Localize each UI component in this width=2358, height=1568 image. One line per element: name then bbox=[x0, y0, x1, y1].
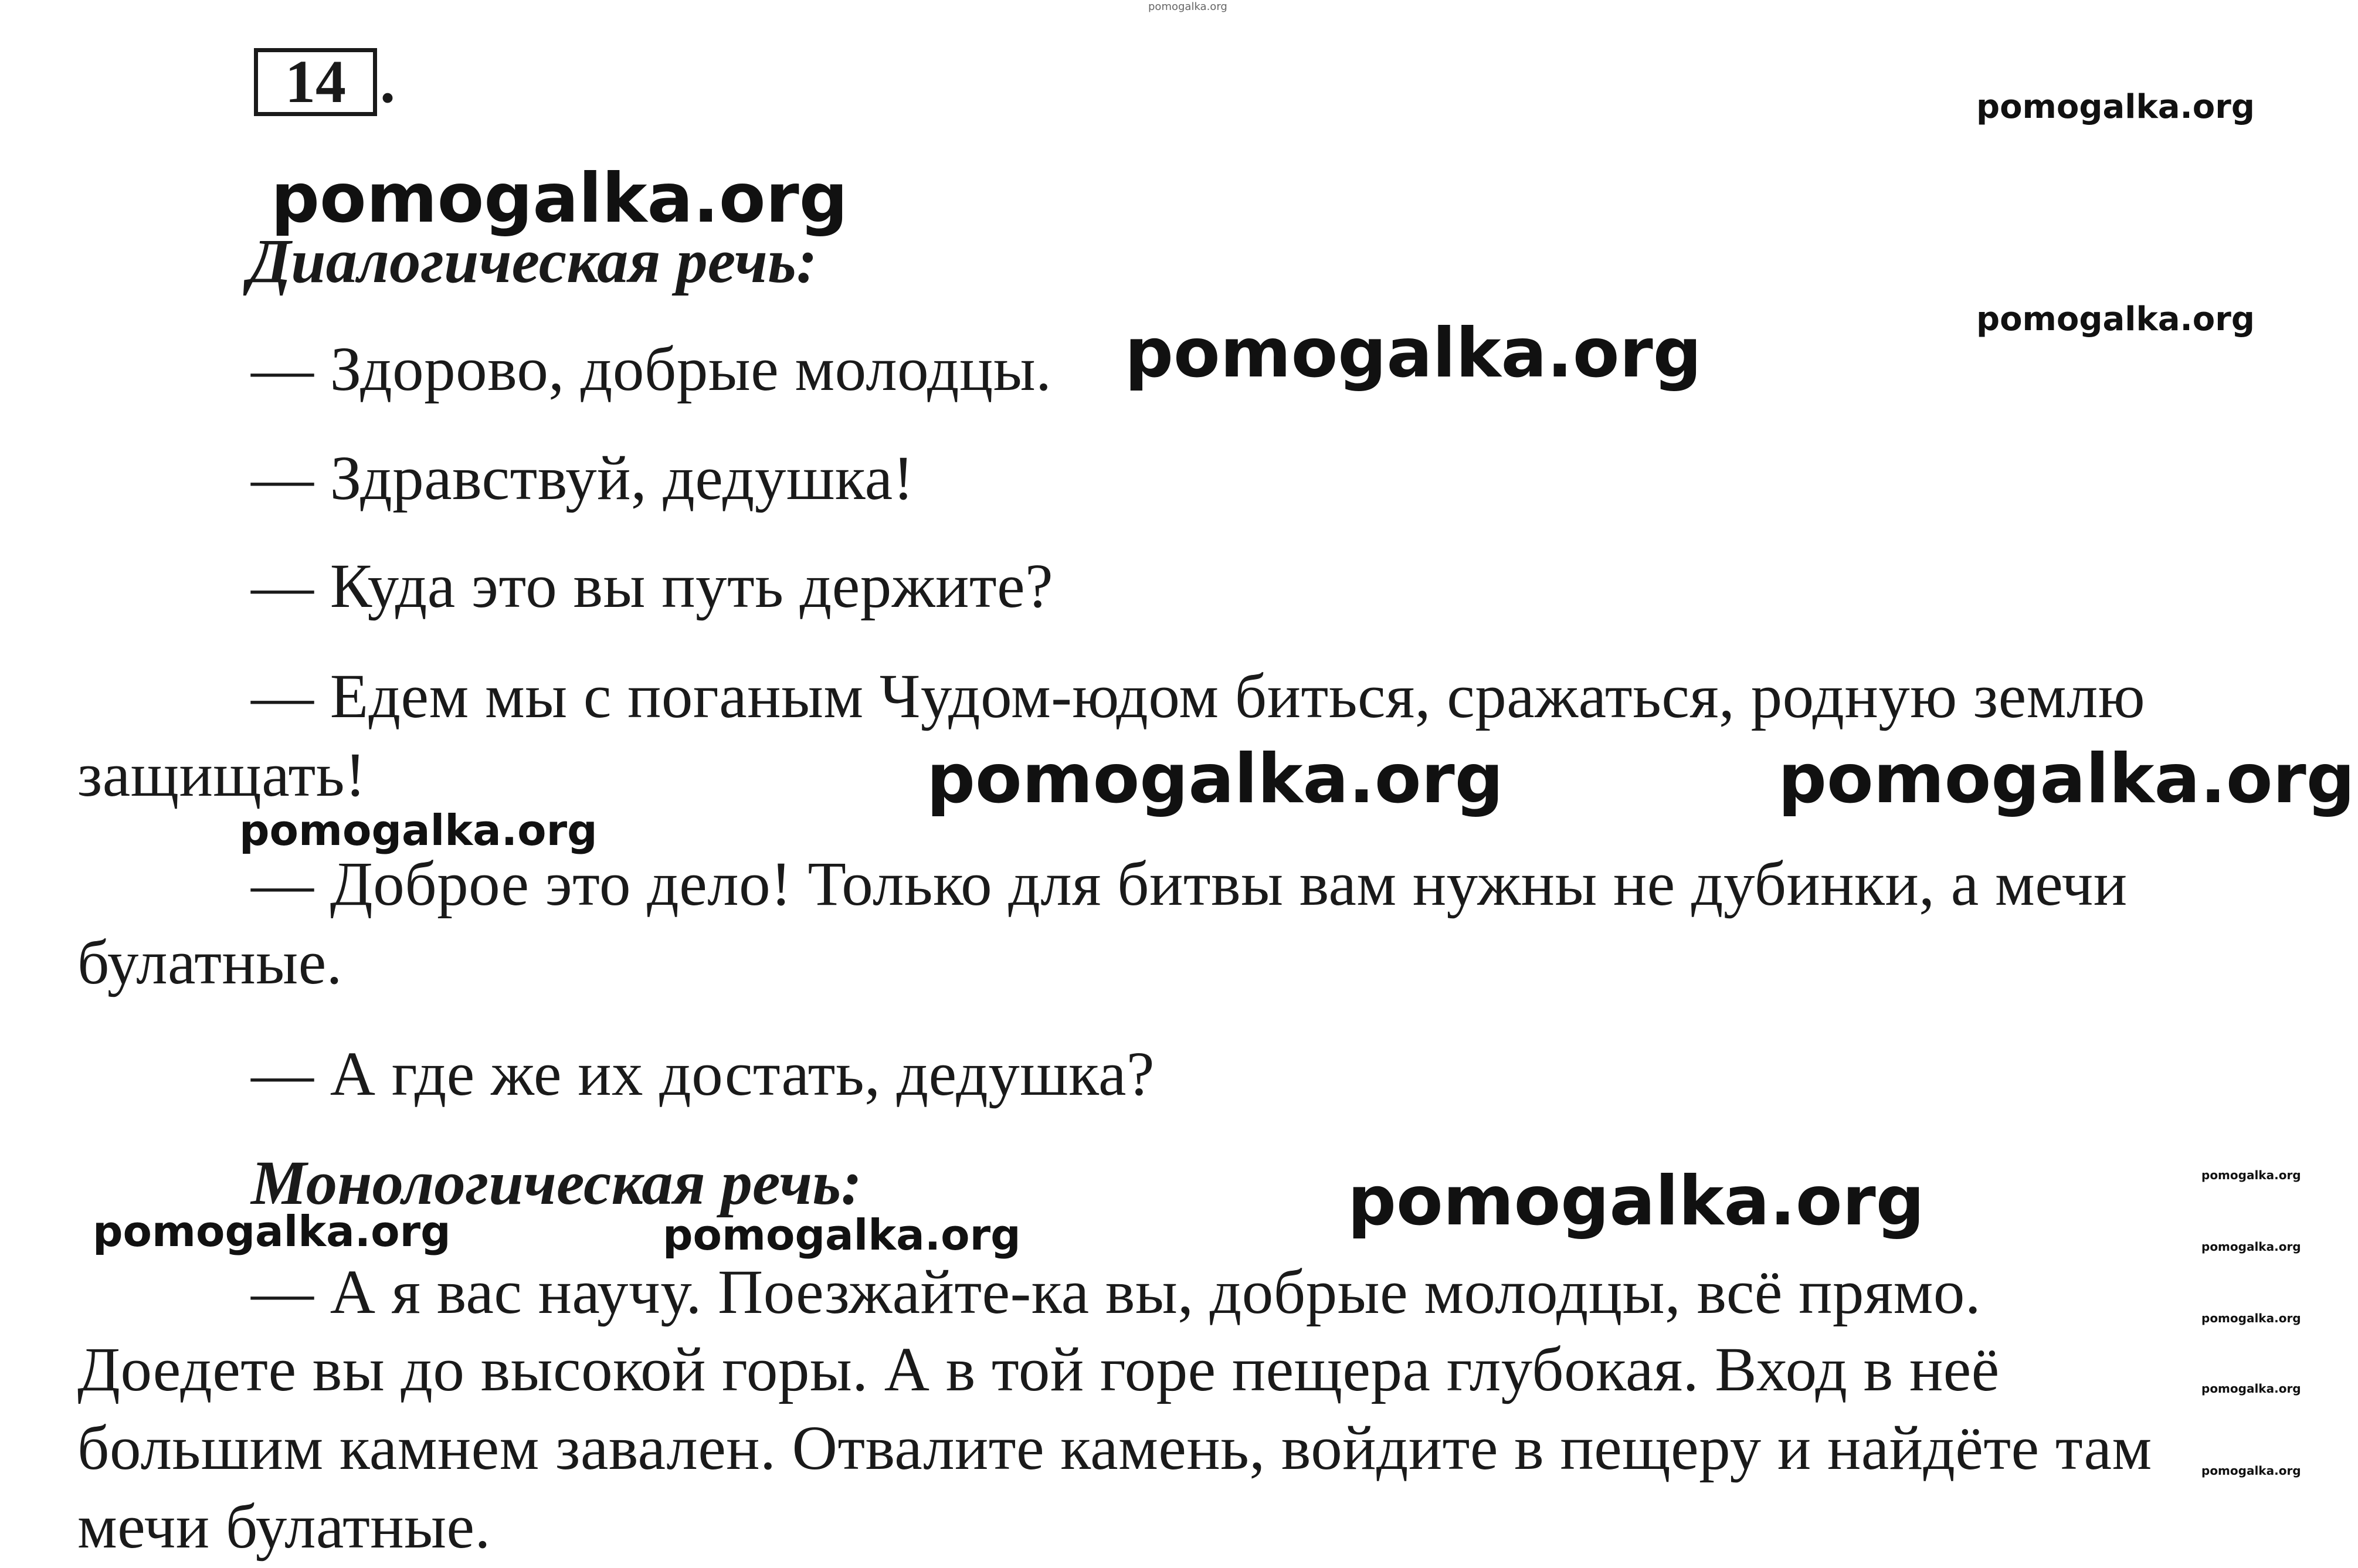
dialogue-line-6: — А где же их достать, дедушка? bbox=[251, 1040, 1155, 1109]
dialogue-line-4: — Едем мы с поганым Чудом-юдом биться, сражаться, родную землю bbox=[251, 662, 2146, 731]
watermark-small-5: pomogalka.org bbox=[2201, 1464, 2301, 1478]
task-number: 14 bbox=[254, 48, 377, 116]
watermark-monologue-left: pomogalka.org bbox=[93, 1207, 451, 1256]
monologue-line-1: — А я вас научу. Поезжайте-ка вы, добрые молодцы, всё прямо. bbox=[251, 1258, 1982, 1327]
dialogue-line-5-cont: булатные. bbox=[77, 928, 342, 997]
watermark-right-2: pomogalka.org bbox=[1976, 300, 2255, 338]
watermark-small-3: pomogalka.org bbox=[2201, 1311, 2301, 1325]
watermark-line-1: pomogalka.org bbox=[1125, 314, 1702, 393]
dialogue-line-5: — Доброе это дело! Только для битвы вам нужны не дубинки, а мечи bbox=[251, 850, 2128, 919]
monologue-line-4: мечи булатные. bbox=[77, 1492, 491, 1562]
watermark-top-tiny: pomogalka.org bbox=[1148, 1, 1227, 13]
watermark-header: pomogalka.org bbox=[271, 159, 848, 238]
task-number-dot: . bbox=[380, 48, 395, 116]
watermark-monologue-big: pomogalka.org bbox=[1348, 1162, 1925, 1241]
dialogue-line-1: — Здорово, добрые молодцы. bbox=[251, 335, 1052, 404]
watermark-line-4a: pomogalka.org bbox=[927, 739, 1504, 819]
dialogue-line-3: — Куда это вы путь держите? bbox=[251, 552, 1054, 621]
watermark-small-2: pomogalka.org bbox=[2201, 1240, 2301, 1254]
dialogue-line-4-cont: защищать! bbox=[77, 741, 367, 810]
watermark-small-4: pomogalka.org bbox=[2201, 1382, 2301, 1396]
monologue-line-3: большим камнем завален. Отвалите камень, войдите в пещеру и найдёте там bbox=[77, 1414, 2152, 1483]
dialogue-line-2: — Здравствуй, дедушка! bbox=[251, 444, 914, 513]
watermark-monologue-mid: pomogalka.org bbox=[663, 1210, 1021, 1260]
watermark-line-4b: pomogalka.org bbox=[1778, 739, 2355, 819]
dialogue-heading: Диалогическая речь: bbox=[248, 227, 817, 296]
monologue-line-2: Доедете вы до высокой горы. А в той горе пещера глубокая. Вход в неё bbox=[77, 1335, 2000, 1404]
watermark-right-1: pomogalka.org bbox=[1976, 88, 2255, 126]
watermark-small-1: pomogalka.org bbox=[2201, 1168, 2301, 1182]
watermark-line-4c: pomogalka.org bbox=[239, 806, 598, 855]
monologue-heading: Монологическая речь: bbox=[251, 1149, 862, 1218]
